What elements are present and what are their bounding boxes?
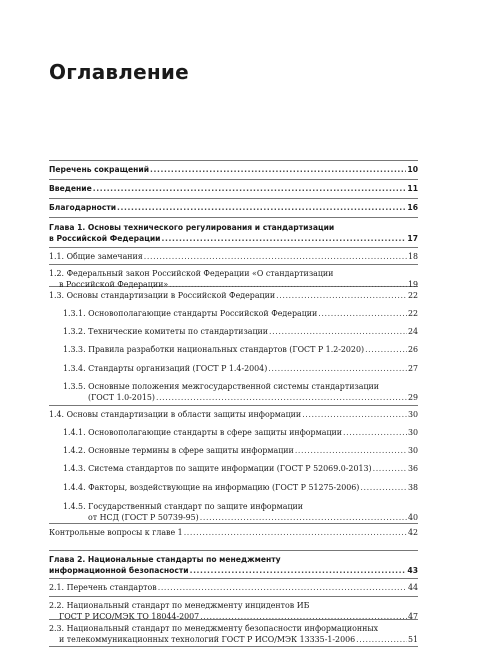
dot-leader xyxy=(150,164,406,175)
toc-entry-label: 1.4.4. Факторы, воздействующие на информацию (ГОСТ Р 51275-2006) xyxy=(63,483,360,492)
toc-entry[interactable] xyxy=(49,363,418,374)
toc-entry[interactable] xyxy=(49,344,418,355)
toc-entry-page: 40 xyxy=(407,513,418,522)
dot-leader xyxy=(144,251,407,262)
toc-entry[interactable] xyxy=(49,600,418,622)
toc-divider xyxy=(49,160,418,161)
toc-entry[interactable] xyxy=(49,164,418,175)
toc-entry-page: 16 xyxy=(407,203,418,212)
dot-leader xyxy=(158,582,407,593)
toc-entry[interactable] xyxy=(49,308,418,319)
dot-leader xyxy=(162,233,407,244)
toc-entry[interactable] xyxy=(49,381,418,403)
toc-entry-label: 1.4.3. Система стандартов по защите информации (ГОСТ Р 52069.0-2013) xyxy=(63,464,372,473)
toc-entry-page: 19 xyxy=(407,280,418,289)
toc-entry-label: 1.3.1. Основополагающие стандарты Российской Федерации xyxy=(63,309,318,318)
toc-entry-label: Контрольные вопросы к главе 1 xyxy=(49,528,183,537)
toc-entry-label: 2.2. Национальный стандарт по менеджменту инцидентов ИБ xyxy=(49,601,310,610)
toc-entry-page: 36 xyxy=(407,464,418,473)
dot-leader xyxy=(200,512,407,523)
dot-leader xyxy=(318,308,407,319)
toc-entry[interactable] xyxy=(49,501,418,523)
toc-entry-label: Глава 1. Основы технического регулирования и стандартизации xyxy=(49,223,335,232)
toc-entry-page: 22 xyxy=(407,309,418,318)
toc-entry-page: 24 xyxy=(407,327,418,336)
toc-entry-label: 2.3. Национальный стандарт по менеджменту безопасности информационных xyxy=(49,624,379,633)
dot-leader xyxy=(184,527,407,538)
toc-entry-label: 1.3.4. Стандарты организаций (ГОСТ Р 1.4-2004) xyxy=(63,364,268,373)
toc-entry-page: 22 xyxy=(407,291,418,300)
toc-divider xyxy=(49,198,418,199)
toc-entry-label: 1.2. Федеральный закон Российской Федерации «О стандартизации xyxy=(49,269,334,278)
toc-entry-page: 17 xyxy=(407,234,418,243)
toc-entry-label: 1.3.2. Технические комитеты по стандартизации xyxy=(63,327,269,336)
toc-entry-label-cont: информационной безопасности xyxy=(49,566,189,575)
toc-divider xyxy=(49,179,418,180)
dot-leader xyxy=(156,392,407,403)
toc-divider xyxy=(49,523,418,524)
toc-entry[interactable] xyxy=(49,290,418,301)
toc-entry-label-cont: ГОСТ Р ИСО/МЭК ТО 18044-2007 xyxy=(59,612,200,621)
toc-entry[interactable] xyxy=(49,326,418,337)
toc-entry-page: 10 xyxy=(407,165,418,174)
toc-entry-label: 1.1. Общие замечания xyxy=(49,252,143,261)
toc-entry[interactable] xyxy=(49,623,418,645)
toc-divider xyxy=(49,264,418,265)
toc-entry-page: 44 xyxy=(407,583,418,592)
toc-entry-label: Введение xyxy=(49,184,92,193)
toc-entry[interactable] xyxy=(49,582,418,593)
toc-entry-page: 38 xyxy=(407,483,418,492)
toc-entry-label: 1.3.5. Основные положения межгосударственной системы стандартизации xyxy=(63,382,380,391)
dot-leader xyxy=(200,611,407,622)
toc-entry-label-cont: от НСД (ГОСТ Р 50739-95) xyxy=(88,513,199,522)
toc-entry-page: 11 xyxy=(407,184,418,193)
toc-entry-page: 30 xyxy=(407,446,418,455)
toc-entry[interactable] xyxy=(49,202,418,213)
dot-leader xyxy=(269,326,407,337)
toc-entry-page: 51 xyxy=(407,635,418,644)
toc-entry-label: 1.3. Основы стандартизации в Российской Федерации xyxy=(49,291,276,300)
toc-entry-page: 18 xyxy=(407,252,418,261)
toc-entry[interactable] xyxy=(49,222,418,244)
toc-entry[interactable] xyxy=(49,445,418,456)
dot-leader xyxy=(190,565,407,576)
toc-entry-page: 29 xyxy=(407,393,418,402)
toc-entry-page: 47 xyxy=(407,612,418,621)
toc-entry[interactable] xyxy=(49,554,418,576)
toc-entry-page: 26 xyxy=(407,345,418,354)
dot-leader xyxy=(268,363,407,374)
toc-entry[interactable] xyxy=(49,427,418,438)
toc-entry-label: 1.3.3. Правила разработки национальных стандартов (ГОСТ Р 1.2-2020) xyxy=(63,345,365,354)
toc-divider xyxy=(49,550,418,551)
dot-leader xyxy=(276,290,407,301)
toc-entry-label: 1.4.5. Государственный стандарт по защите информации xyxy=(63,502,304,511)
dot-leader xyxy=(169,279,407,290)
toc-entry-label-cont: (ГОСТ 1.0-2015) xyxy=(88,393,155,402)
toc-entry-label: 2.1. Перечень стандартов xyxy=(49,583,157,592)
toc-entry-label: 1.4.2. Основные термины в сфере защиты информации xyxy=(63,446,294,455)
toc-entry[interactable] xyxy=(49,463,418,474)
dot-leader xyxy=(93,183,407,194)
toc-entry[interactable] xyxy=(49,527,418,538)
dot-leader xyxy=(356,634,407,645)
toc-entry[interactable] xyxy=(49,482,418,493)
toc-entry-label: Перечень сокращений xyxy=(49,165,150,174)
page-title: Оглавление xyxy=(49,60,189,84)
dot-leader xyxy=(360,482,407,493)
toc-entry-label-cont: в Российской Федерации» xyxy=(59,280,169,289)
dot-leader xyxy=(365,344,407,355)
toc-entry-label: 1.4. Основы стандартизации в области защиты информации xyxy=(49,410,302,419)
toc-divider xyxy=(49,578,418,579)
toc-divider xyxy=(49,247,418,248)
toc-entry[interactable] xyxy=(49,251,418,262)
toc-entry[interactable] xyxy=(49,183,418,194)
toc-entry-page: 43 xyxy=(407,566,418,575)
dot-leader xyxy=(373,463,407,474)
toc-entry-page: 30 xyxy=(407,410,418,419)
toc-entry-page: 42 xyxy=(407,528,418,537)
toc-entry-page: 27 xyxy=(407,364,418,373)
toc-divider xyxy=(49,646,418,647)
toc-entry-label: Глава 2. Национальные стандарты по менеджменту xyxy=(49,555,281,564)
toc-entry-page: 30 xyxy=(407,428,418,437)
dot-leader xyxy=(117,202,406,213)
dot-leader xyxy=(343,427,407,438)
dot-leader xyxy=(302,409,407,420)
toc-entry-label-cont: и телекоммуникационных технологий ГОСТ Р ИСО/МЭК 13335-1-2006 xyxy=(59,635,356,644)
toc-divider xyxy=(49,217,418,218)
toc-divider xyxy=(49,405,418,406)
toc-entry[interactable] xyxy=(49,268,418,290)
toc-entry[interactable] xyxy=(49,409,418,420)
toc-entry-label: Благодарности xyxy=(49,203,117,212)
toc-entry-label-cont: в Российской Федерации xyxy=(49,234,161,243)
toc-entry-label: 1.4.1. Основополагающие стандарты в сфере защиты информации xyxy=(63,428,343,437)
toc-divider xyxy=(49,596,418,597)
dot-leader xyxy=(295,445,407,456)
